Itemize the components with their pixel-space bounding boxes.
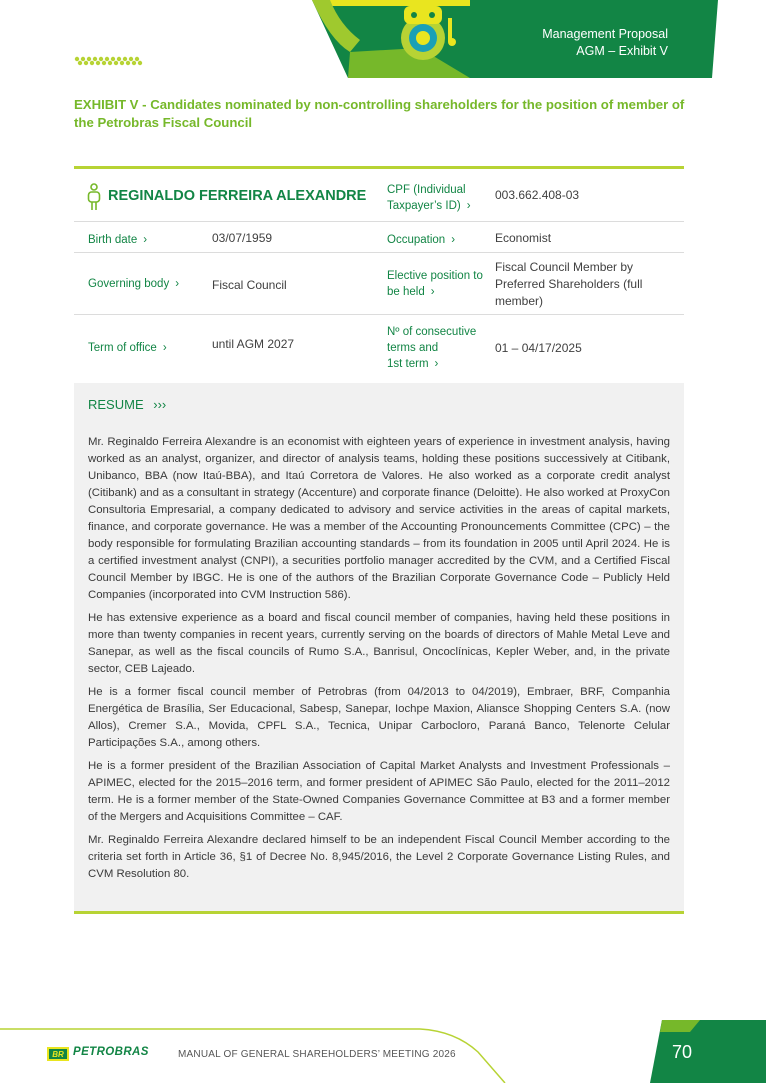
resume-paragraph: Mr. Reginaldo Ferreira Alexandre declared himself to be an independent Fiscal Council Member according to the criteria set forth in Article 36, §1 of Decree No. 8,945/2016, the Level 2 Corporate Governance Listing Rules, and CVM Resolution 80. (88, 834, 670, 880)
petrobras-logo-text: PETROBRAS (73, 1046, 149, 1058)
chevron-right-icon: › (451, 234, 456, 246)
divider (74, 221, 684, 222)
resume-heading: RESUME ››› (88, 397, 167, 412)
governing-body-value: Fiscal Council (212, 278, 287, 292)
divider (74, 252, 684, 253)
exhibit-title: EXHIBIT V - Candidates nominated by non-controlling shareholders for the position of member of the Petrobras Fiscal Council (74, 97, 685, 130)
chevron-right-icon: › (143, 234, 148, 246)
cpf-label: CPF (Individual Taxpayer’s ID) › (387, 184, 471, 212)
triple-chevron-icon: ››› (153, 397, 167, 412)
page-number: 70 (672, 1042, 693, 1062)
chevron-right-icon: › (430, 286, 435, 298)
elective-position-value: Fiscal Council Member by Preferred Shareholders (full member) (495, 260, 643, 308)
petrobras-logo-icon (47, 1047, 69, 1061)
divider (74, 314, 684, 315)
resume-paragraph: He is a former president of the Brazilian Association of Capital Market Analysts and Investment Professionals – APIMEC, elected for the 2015–2016 term, and former president of APIMEC São Paulo, elected for the 2011–2012 term. He is a former member of the State-Owned Companies Governance Committee at B3 and a former member of the Mergers and Acquisitions Committee – CAF. (88, 760, 670, 823)
consecutive-terms-value: 01 – 04/17/2025 (495, 341, 582, 355)
resume-paragraph: He has extensive experience as a board and fiscal council member of companies, having held these positions in more than twenty companies in recent years, currently serving on the boards of directors of Mahle Metal Leve and Sanepar, as well as the fiscal councils of Rumo S.A., Banrisul, Oncoclínicas, Kepler Weber, and, in the private sector, CEB Lajeado. (88, 612, 670, 675)
governing-body-label: Governing body › (88, 278, 180, 290)
chevron-right-icon: › (466, 200, 471, 212)
chevron-right-icon: › (162, 342, 167, 354)
cpf-value: 003.662.408-03 (495, 188, 580, 202)
resume-body (88, 434, 670, 889)
candidate-name: REGINALDO FERREIRA ALEXANDRE (108, 188, 367, 204)
occupation-label: Occupation › (387, 234, 456, 246)
resume-paragraph: Mr. Reginaldo Ferreira Alexandre is an economist with eighteen years of experience in investment analysis, having worked as an analyst, organizer, and director of analysis teams, holding these positions successively at Citibank, Unibanco, BBA (now Itaú-BBA), and Itaú Corretora de Valores. He also worked as a corporate credit analyst (Citibank) and as a consultant in strategy (Accenture) and corporate finance (Deloitte). He also worked at ProxyCon Consultoria Empresarial, a company dedicated to advisory and service activities in the areas of capital markets, finance, and corporate governance. He was a member of the Accounting Pronouncements Committee (CPC) – the body responsible for formulating Brazilian accounting standards – from its foundation in 2005 until April 2024. He is a certified investment analyst (CNPI), a securities portfolio manager accredited by the CVM, and a Certified Fiscal Council Member by IBGC. He is one of the authors of the Brazilian Corporate Governance Code – Publicly Held Companies (incorporated into CVM Instruction 586). (88, 436, 670, 601)
birth-date-label: Birth date › (88, 234, 148, 246)
candidate-card (74, 166, 684, 914)
term-of-office-value: until AGM 2027 (212, 337, 295, 351)
header-line-2: AGM – Exhibit V (576, 44, 668, 58)
resume-paragraph: He is a former fiscal council member of Petrobras (from 04/2013 to 04/2019), Embraer, BRF, Companhia Energética de Brasília, Ser Educacional, Sabesp, Sanepar, Iochpe Maxion, Aliansce Shopping Centers S.A. (now Allos), Cremer S.A., Movida, CPFL S.A., Tecnica, Unipar Carbocloro, Paraná Banco, Telenorte Celular Participações S.A., among others. (88, 686, 670, 749)
person-icon (86, 183, 102, 211)
footer-manual-title: MANUAL OF GENERAL SHAREHOLDERS’ MEETING 2026 (178, 1049, 456, 1060)
consecutive-terms-label: Nº of consecutive terms and 1st term › (387, 326, 477, 370)
chevron-right-icon: › (175, 278, 180, 290)
elective-position-label: Elective position to be held › (387, 270, 483, 298)
birth-date-value: 03/07/1959 (212, 231, 273, 245)
logo-badge: BR (52, 1050, 64, 1060)
header-caption (542, 26, 668, 60)
chevron-right-icon: › (434, 358, 439, 370)
decorative-dots (74, 56, 146, 66)
header-line-1: Management Proposal (542, 27, 668, 41)
occupation-value: Economist (495, 231, 552, 245)
term-of-office-label: Term of office › (88, 342, 167, 354)
